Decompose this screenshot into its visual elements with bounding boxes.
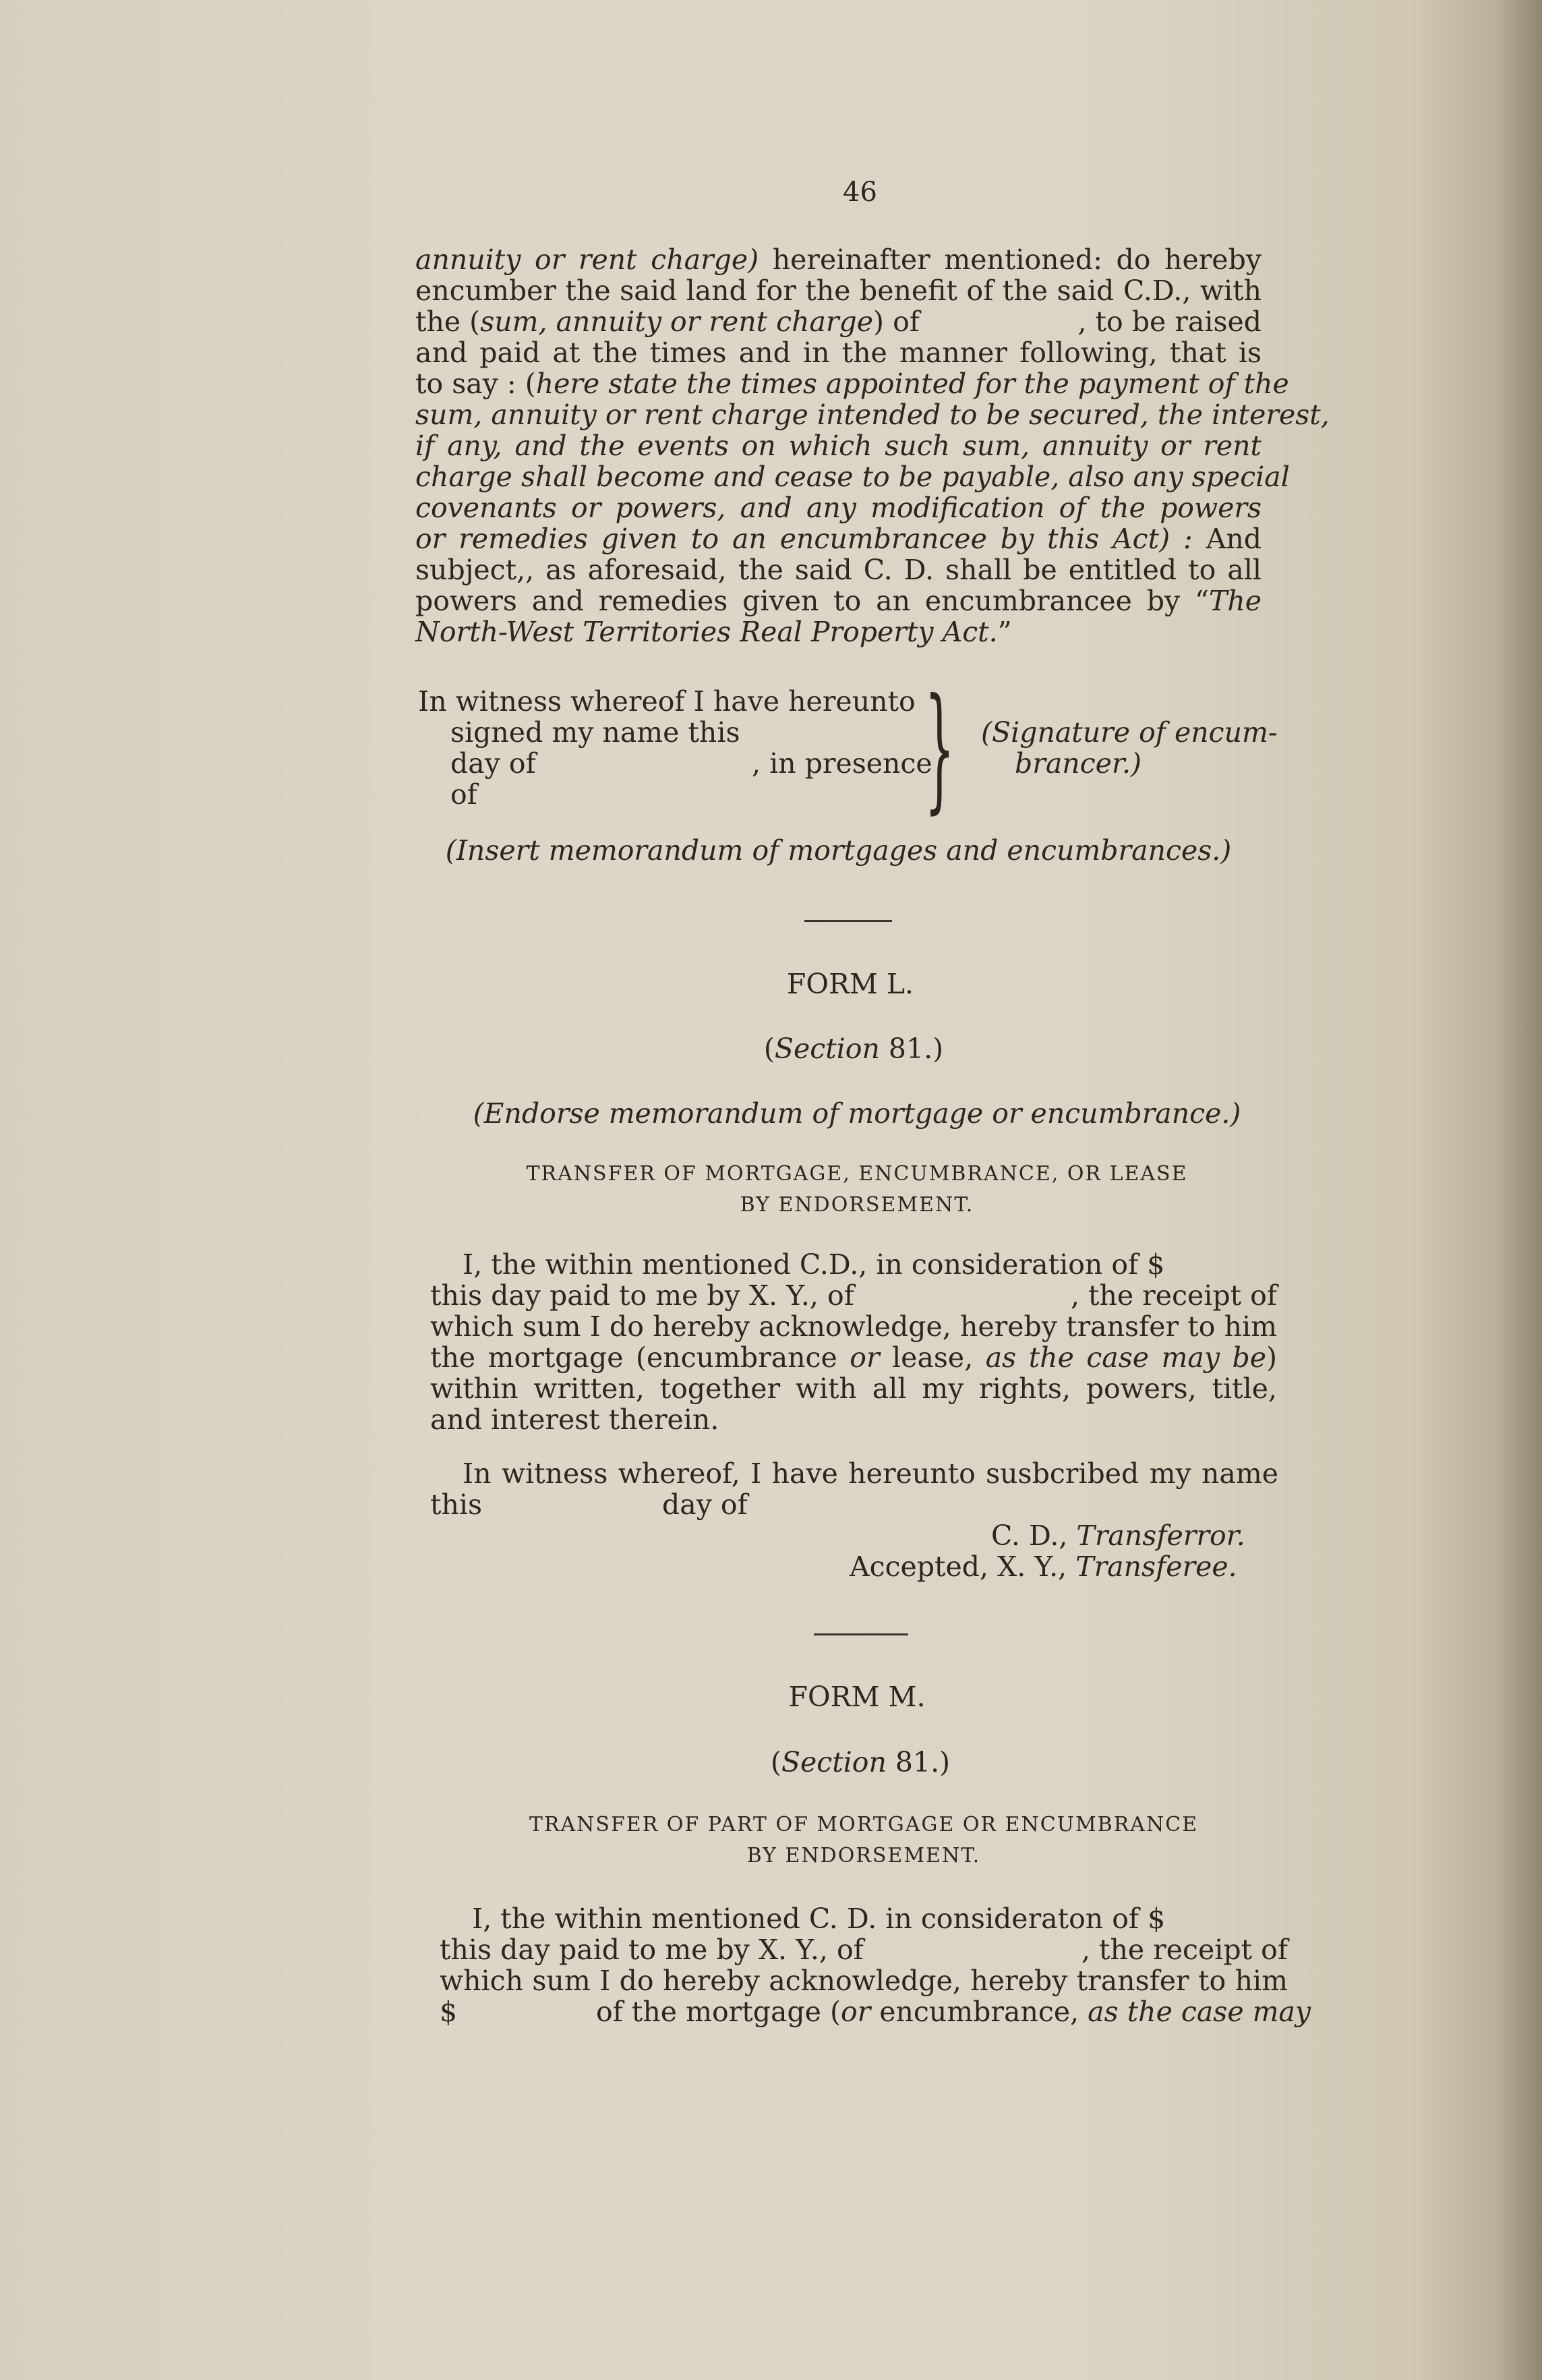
witness-line: In witness whereof, I have hereunto susbcribed my name	[463, 1457, 1278, 1490]
paragraph-line: and paid at the times and in the manner following, that is	[415, 337, 1262, 369]
signature-line: Accepted, X. Y., Transferee.	[850, 1550, 1237, 1583]
paragraph-line: sum, annuity or rent charge intended to be secured, the interest,	[415, 399, 1330, 431]
paragraph-line: if any, and the events on which such sum, annuity or rent	[415, 430, 1262, 462]
paragraph-line: or remedies given to an encumbrancee by this Act) : And	[415, 523, 1262, 555]
witness-line: signed my name this	[450, 716, 740, 749]
witness-line: , in presence	[752, 747, 932, 780]
witness-line: In witness whereof I have hereunto	[418, 685, 916, 718]
form-l-title: FORM L.	[786, 968, 914, 1000]
signature-label: brancer.)	[1015, 747, 1142, 780]
page-number: 46	[843, 177, 877, 208]
paragraph-line: subject,, as aforesaid, the said C. D. shall be entitled to all	[415, 554, 1262, 586]
paragraph-line: the (sum, annuity or rent charge) of , to be raised	[415, 306, 1262, 338]
form-m-title: FORM M.	[788, 1681, 926, 1713]
paragraph-line: encumber the said land for the benefit of the said C.D., with	[415, 274, 1262, 307]
brace: }	[924, 670, 955, 827]
paragraph-line: and interest therein.	[430, 1403, 719, 1436]
paragraph-line: powers and remedies given to an encumbrancee by “The	[415, 585, 1262, 617]
paragraph-line: charge shall become and cease to be payable, also any special	[415, 461, 1290, 493]
paragraph-line: this day paid to me by X. Y., of , the receipt of	[430, 1279, 1277, 1312]
divider	[814, 1633, 908, 1635]
paragraph-line: covenants or powers, and any modification of the powers	[415, 492, 1262, 524]
witness-line: day of	[662, 1488, 748, 1521]
paragraph-line: which sum I do hereby acknowledge, hereby transfer to him	[430, 1310, 1277, 1343]
divider	[804, 920, 892, 922]
paragraph-line: $ of the mortgage (or encumbrance, as the case may	[440, 1996, 1311, 2028]
form-m-heading: BY ENDORSEMENT.	[746, 1844, 981, 1867]
form-l-heading: BY ENDORSEMENT.	[740, 1193, 974, 1217]
paragraph-line: I, the within mentioned C. D. in consideraton of $	[472, 1903, 1166, 1935]
witness-line: of	[450, 778, 477, 811]
insert-note: (Insert memorandum of mortgages and encumbrances.)	[445, 834, 1232, 867]
paragraph-line: North-West Territories Real Property Act.”	[415, 616, 1012, 648]
signature-line: C. D., Transferror.	[991, 1519, 1245, 1552]
paragraph-line: I, the within mentioned C.D., in consideration of $	[463, 1248, 1165, 1281]
paragraph-line: this day paid to me by X. Y., of , the receipt of	[440, 1934, 1288, 1966]
paragraph-line: to say : (here state the times appointed for the payment of the	[415, 368, 1289, 400]
form-l-heading: TRANSFER OF MORTGAGE, ENCUMBRANCE, OR LEASE	[526, 1162, 1188, 1186]
form-m-section: (Section 81.)	[770, 1746, 951, 1778]
signature-label: (Signature of encum-	[981, 716, 1278, 749]
form-m-heading: TRANSFER OF PART OF MORTGAGE OR ENCUMBRANCE	[529, 1813, 1199, 1836]
form-l-section: (Section 81.)	[763, 1033, 944, 1065]
form-l-endorse-note: (Endorse memorandum of mortgage or encumbrance.)	[473, 1097, 1241, 1130]
witness-line: this	[430, 1488, 483, 1521]
paragraph-line: within written, together with all my rights, powers, title,	[430, 1372, 1277, 1405]
witness-line: day of	[450, 747, 536, 780]
paragraph-line: annuity or rent charge) hereinafter mentioned: do hereby	[415, 243, 1262, 276]
paragraph-line: which sum I do hereby acknowledge, hereby transfer to him	[440, 1965, 1288, 1997]
paragraph-line: the mortgage (encumbrance or lease, as the case may be)	[430, 1341, 1277, 1374]
